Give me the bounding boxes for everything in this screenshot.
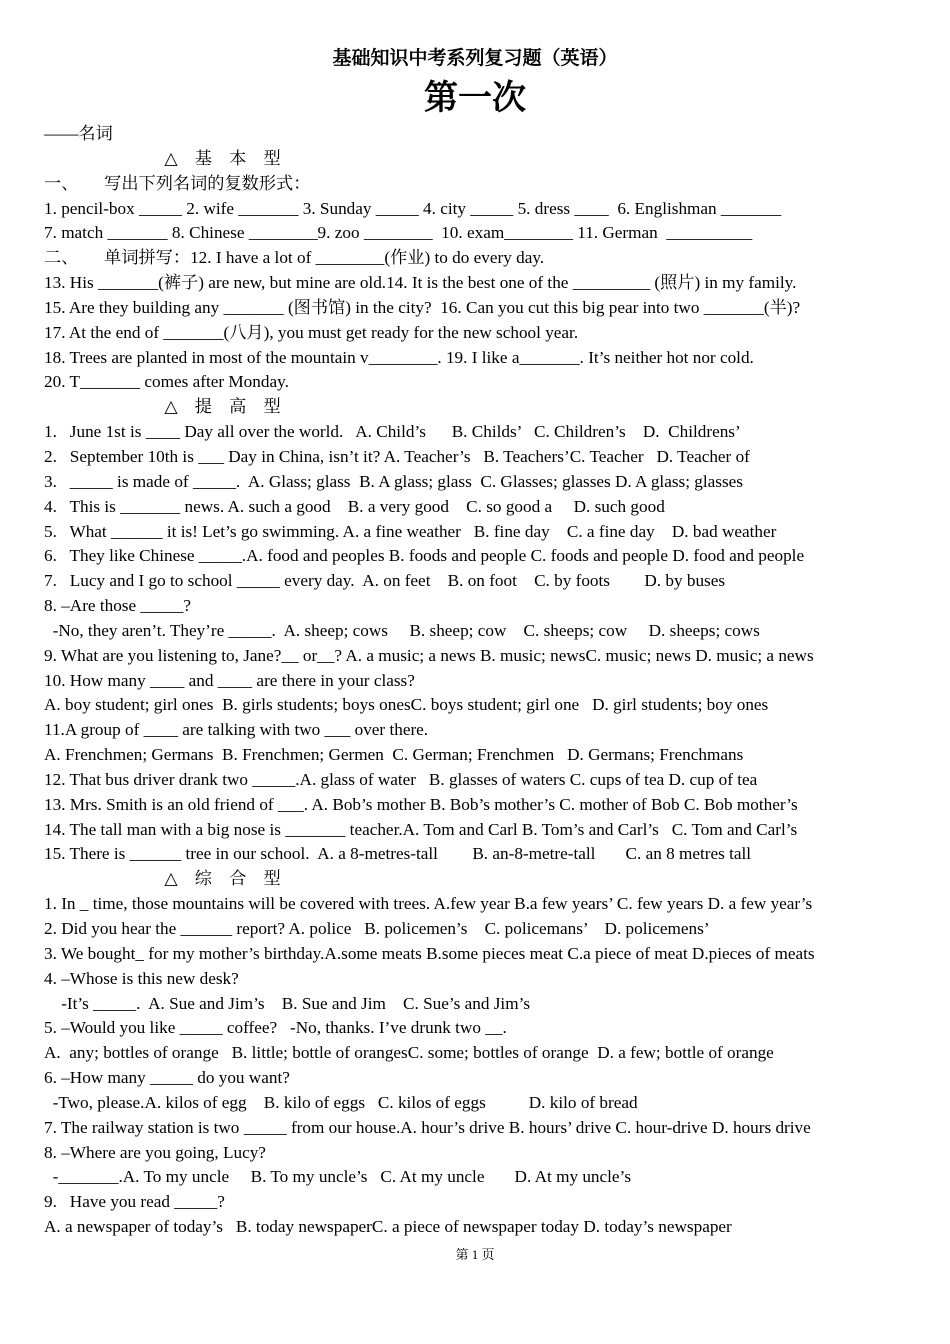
text-line: 13. His _______(裤子) are new, but mine are old.14. It is the best one of the _________ (照片) in my family. xyxy=(44,273,797,293)
text-line: 6. –How many _____ do you want? xyxy=(44,1068,290,1088)
text-line: 二、 单词拼写：12. I have a lot of ________(作业) to do every day. xyxy=(44,248,545,268)
text-line: △ 提 高 型 xyxy=(44,397,281,417)
text-line: 7. The railway station is two _____ from our house.A. hour’s drive B. hours’ drive C. hour-drive D. hours drive xyxy=(44,1117,811,1137)
text-line: 1. pencil-box _____ 2. wife _______ 3. Sunday _____ 4. city _____ 5. dress ____ 6. Englishman _______ xyxy=(44,198,782,218)
text-line: 3. _____ is made of _____. A. Glass; glass B. A glass; glass C. Glasses; glasses D. A glass; glasses xyxy=(44,471,743,491)
text-line: 4. –Whose is this new desk? xyxy=(44,968,239,988)
text-line: -No, they aren’t. They’re _____. A. sheep; cows B. sheep; cow C. sheeps; cow D. sheeps; cows xyxy=(44,620,760,640)
text-line: -Two, please.A. kilos of egg B. kilo of eggs C. kilos of eggs D. kilo of bread xyxy=(44,1092,638,1112)
text-line: A. any; bottles of orange B. little; bottle of orangesC. some; bottles of orange D. a few; bottle of orange xyxy=(44,1043,774,1063)
text-line: 10. How many ____ and ____ are there in your class? xyxy=(44,670,415,690)
text-line: 1. In _ time, those mountains will be covered with trees. A.few year B.a few years’ C. few years D. a few year’s xyxy=(44,894,813,914)
page-number: 第 1 页 xyxy=(455,1247,495,1262)
text-line: A. boy student; girl ones B. girls students; boys onesC. boys student; girl one D. girl students; boy ones xyxy=(44,695,769,715)
text-line: 17. At the end of _______(八月), you must get ready for the new school year. xyxy=(44,322,579,342)
text-line: 7. match _______ 8. Chinese ________9. zoo ________ 10. exam________ 11. German __________ xyxy=(44,223,753,243)
text-line: 7. Lucy and I go to school _____ every day. A. on feet B. on foot C. by foots D. by buses xyxy=(44,571,726,591)
text-line: 5. What ______ it is! Let’s go swimming. A. a fine weather B. fine day C. a fine day D. bad weather xyxy=(44,521,777,541)
text-line: 18. Trees are planted in most of the mountain v________. 19. I like a_______. It’s neither hot nor cold. xyxy=(44,347,754,367)
text-line: 3. We bought_ for my mother’s birthday.A.some meats B.some pieces meat C.a piece of meat D.pieces of meats xyxy=(44,943,815,963)
text-line: A. a newspaper of today’s B. today newspaperC. a piece of newspaper today D. today’s newspaper xyxy=(44,1217,732,1237)
text-line: 2. Did you hear the ______ report? A. police B. policemen’s C. policemans’ D. policemens’ xyxy=(44,919,710,938)
text-line: 15. Are they building any _______ (图书馆) in the city? 16. Can you cut this big pear into two _______(半)? xyxy=(44,297,801,317)
text-line: 9. What are you listening to, Jane?__ or__? A. a music; a news B. music; newsC. music; news D. music; a news xyxy=(44,645,814,665)
text-line: △ 基 本 型 xyxy=(44,148,281,168)
page-subtitle: 第一次 xyxy=(424,80,526,117)
text-line: 13. Mrs. Smith is an old friend of ___. A. Bob’s mother B. Bob’s mother’s C. mother of Bob C. Bob mother’s xyxy=(44,794,798,814)
text-line: -It’s _____. A. Sue and Jim’s B. Sue and Jim C. Sue’s and Jim’s xyxy=(44,993,531,1013)
text-line: 8. –Are those _____? xyxy=(44,596,192,616)
text-line: ——名词 xyxy=(44,124,113,143)
text-line: 11.A group of ____ are talking with two ___ over there. xyxy=(44,720,429,740)
text-line: A. Frenchmen; Germans B. Frenchmen; Germen C. German; Frenchmen D. Germans; Frenchmans xyxy=(44,745,744,765)
text-line: 8. –Where are you going, Lucy? xyxy=(44,1142,266,1162)
text-line: 一、 写出下列名词的复数形式： xyxy=(44,173,311,193)
text-line: 14. The tall man with a big nose is _______ teacher.A. Tom and Carl B. Tom’s and Carl’s C. Tom and Carl’s xyxy=(44,819,798,839)
page-title: 基础知识中考系列复习题（英语） xyxy=(332,48,618,69)
question-body xyxy=(44,122,924,1240)
text-line: 1. June 1st is ____ Day all over the world. A. Child’s B. Childs’ C. Children’s D. Childrens’ xyxy=(44,422,741,442)
text-line: -_______.A. To my uncle B. To my uncle’s C. At my uncle D. At my uncle’s xyxy=(44,1167,632,1187)
text-line: 2. September 10th is ___ Day in China, isn’t it? A. Teacher’s B. Teachers’C. Teacher D. Teacher of xyxy=(44,446,750,466)
text-line: 9. Have you read _____? xyxy=(44,1192,225,1212)
text-line: 15. There is ______ tree in our school. A. a 8-metres-tall B. an-8-metre-tall C. an 8 metres tall xyxy=(44,844,752,864)
text-line: 4. This is _______ news. A. such a good B. a very good C. so good a D. such good xyxy=(44,496,665,516)
text-line: 5. –Would you like _____ coffee? -No, thanks. I’ve drunk two __. xyxy=(44,1018,507,1038)
text-line: 6. They like Chinese _____.A. food and peoples B. foods and people C. foods and people D. food and people xyxy=(44,546,805,566)
text-line: 20. T_______ comes after Monday. xyxy=(44,372,289,392)
text-line: △ 综 合 型 xyxy=(44,869,281,889)
text-line: 12. That bus driver drank two _____.A. glass of water B. glasses of waters C. cups of tea D. cup of tea xyxy=(44,769,758,789)
